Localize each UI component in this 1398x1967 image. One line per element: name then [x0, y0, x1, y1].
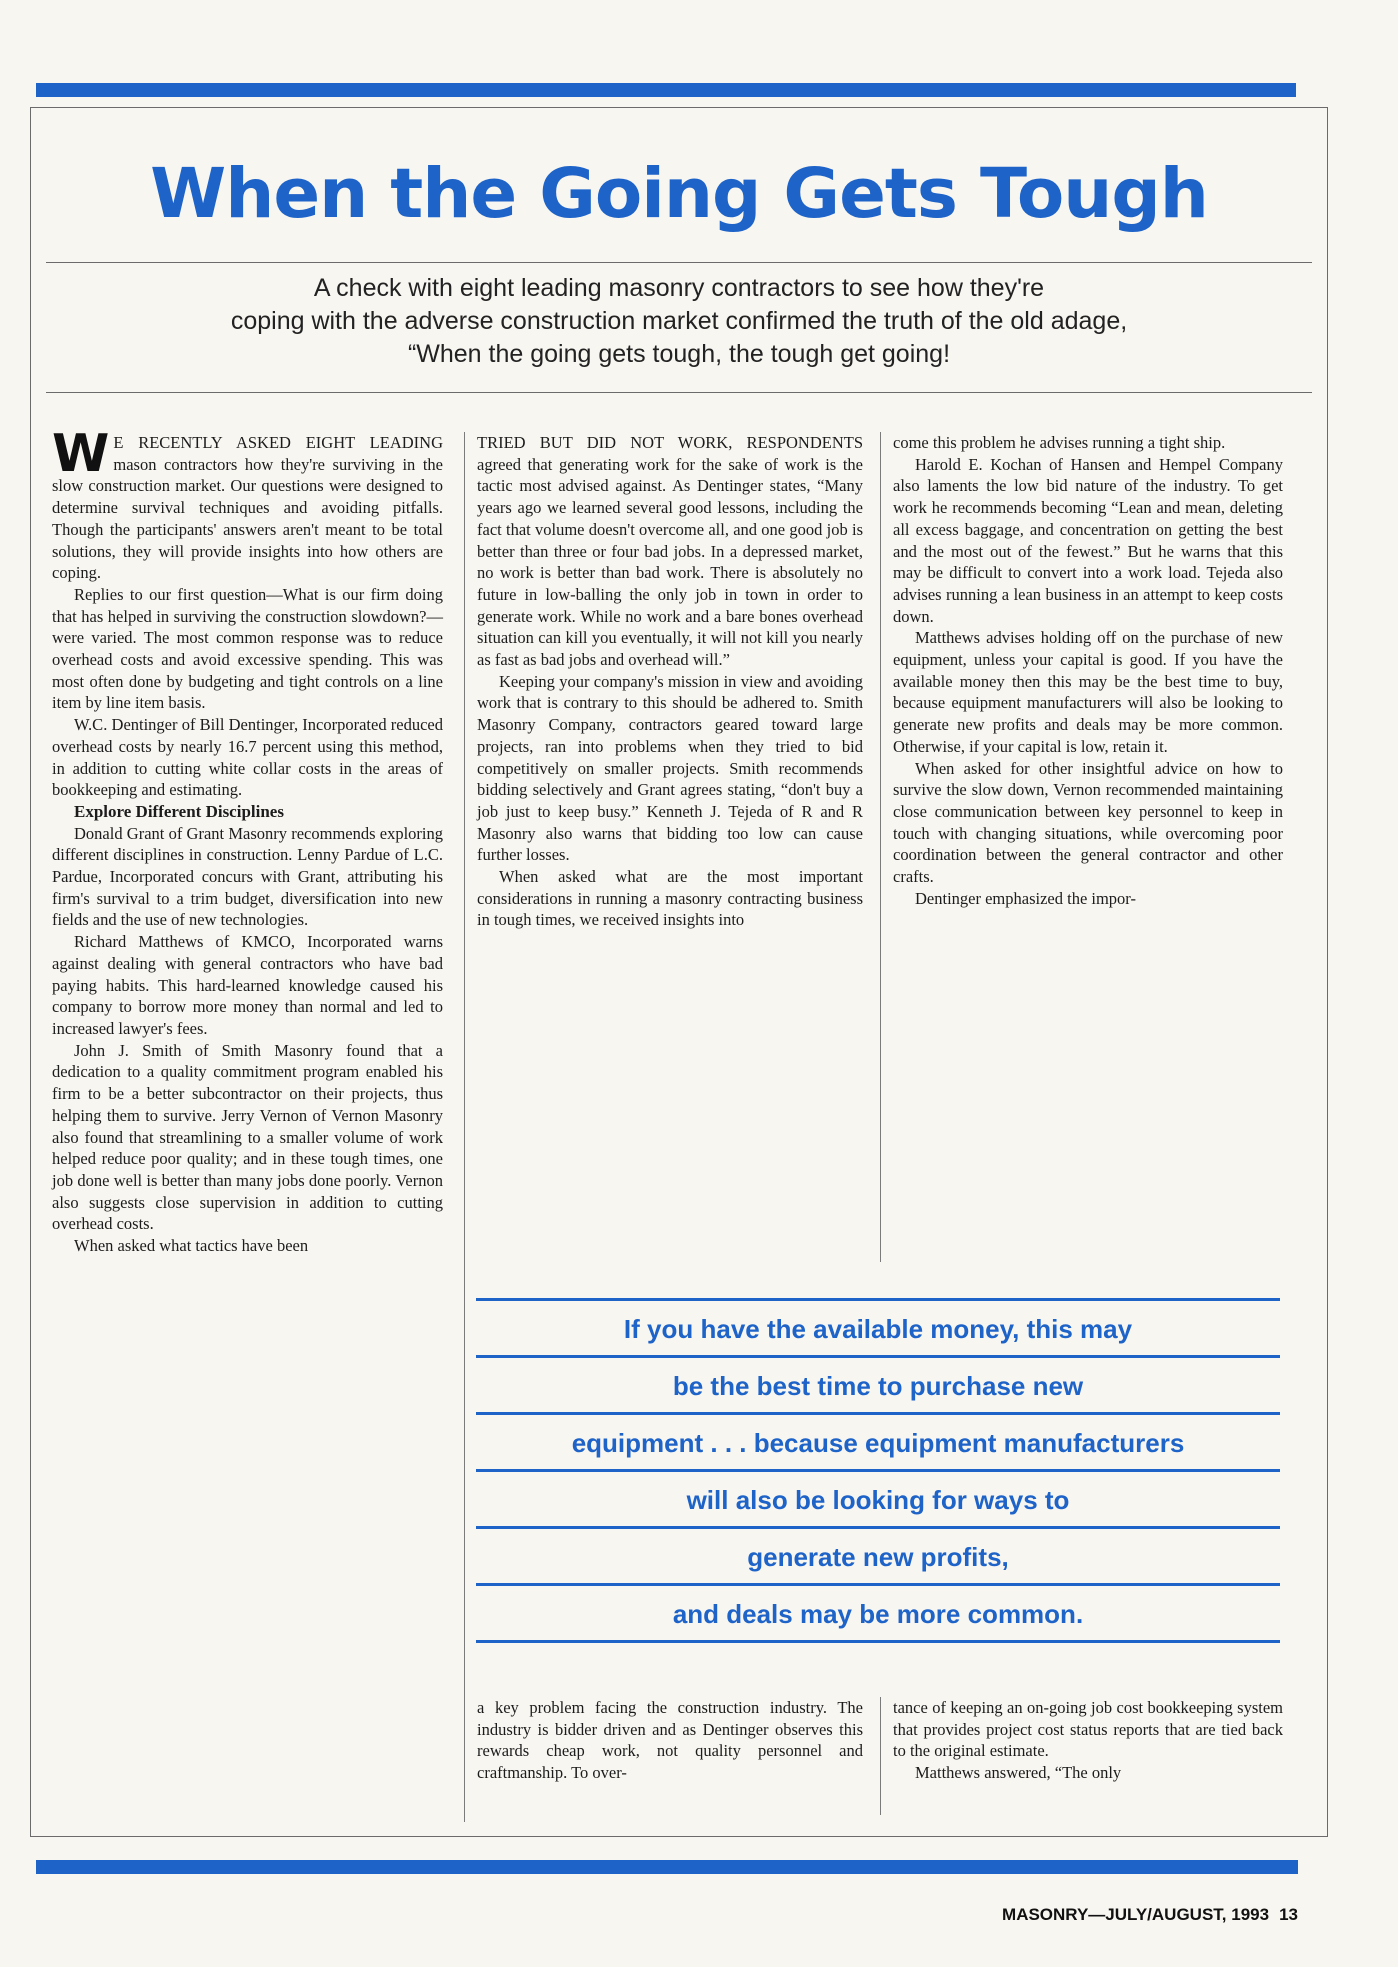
- column-2: [477, 432, 863, 931]
- title-rule: [46, 262, 1312, 263]
- body-paragraph: Replies to our first question—What is our firm doing that has helped in surviving the construction slowdown?—were varied. The most common response was to reduce overhead costs and avoid excessive spending. This was most often done by budgeting and tight controls on a line item by line item basis.: [52, 584, 443, 713]
- pull-quote-line: generate new profits,: [476, 1529, 1280, 1586]
- body-paragraph: Matthews answered, “The only: [915, 1763, 1122, 1783]
- deck-rule: [46, 392, 1312, 393]
- body-paragraph: Richard Matthews of KMCO, Incorporated warns against dealing with general contractors who have bad paying habits. This hard-learned knowledge caused his company to borrow more money than normal and led to increased lawyer's fees.: [52, 932, 443, 1038]
- body-paragraph: come this problem he advises running a tight ship.: [893, 433, 1226, 452]
- body-paragraph: tance of keeping an on-going job cost bookkeeping system that provides project cost status reports that are tied back to the original estimate.: [893, 1698, 1283, 1761]
- deck-line-2: coping with the adverse construction market confirmed the truth of the old adage,: [230, 307, 1128, 335]
- body-paragraph: John J. Smith of Smith Masonry found that a dedication to a quality commitment program enabled his firm to be a better subcontractor on their projects, thus helping them to survive. Jerry Vernon of Vernon Masonry also found that streamlining to a smaller volume of work helped reduce poor quality; and in these tough times, one job done well is better than many jobs done poorly. Vernon also suggests close supervision in addition to cutting overhead costs.: [52, 1040, 443, 1234]
- body-paragraph: When asked what tactics have been: [74, 1236, 309, 1256]
- body-paragraph: Dentinger emphasized the impor-: [915, 888, 1136, 908]
- pull-quote-line: equipment . . . because equipment manufacturers: [476, 1415, 1280, 1472]
- body-paragraph: Keeping your company's mission in view and avoiding work that is contrary to this should be adhered to. Smith Masonry Company, contractors geared toward large projects, ran into problems when they tried to bid competitively on smaller projects. Smith recommends bidding selectively and Grant agrees stating, “don't buy a job just to keep busy.” Kenneth J. Tejeda of R and R Masonry also warns that bidding too low can cause further losses.: [477, 671, 863, 865]
- deck-line-3: “When the going gets tough, the tough get going!: [407, 340, 951, 368]
- column-1: [52, 424, 443, 1257]
- top-accent-bar: [36, 83, 1296, 97]
- body-paragraph: When asked for other insightful advice on how to survive the slow down, Vernon recommended maintaining close communication between key personnel to keep in touch with changing situations, while overcoming poor coordination between the general contractor and other crafts.: [893, 758, 1283, 887]
- publication-line: MASONRY—JULY/AUGUST, 1993: [1002, 1905, 1270, 1924]
- body-paragraph: Harold E. Kochan of Hansen and Hempel Company also laments the low bid nature of the industry. To get work he recommends becoming “Lean and mean, deleting all excess baggage, and concentration on getting the best and the most out of the fewest.” But he warns that this may be difficult to convert into a work load. Tejeda also advises running a lean business in an attempt to keep costs down.: [893, 454, 1283, 626]
- section-subhead: Explore Different Disciplines: [74, 801, 284, 821]
- body-paragraph: W E RECENTLY asked eight leading mason contractors how they're surviving in the slow construction market. Our questions were designed to determine survival techniques and avoiding pitfalls. Though the participants' answers aren't meant to be total solutions, they will provide insights into how others are coping.: [52, 424, 443, 583]
- drop-cap: W: [52, 424, 110, 484]
- pull-quote-line: be the best time to purchase new: [476, 1358, 1280, 1415]
- pull-quote-line: and deals may be more common.: [476, 1586, 1280, 1643]
- column-divider: [880, 1697, 881, 1815]
- deck-line-1: A check with eight leading masonry contractors to see how they're: [313, 274, 1045, 302]
- page-number: 13: [1279, 1905, 1298, 1924]
- pull-quote: [476, 1298, 1280, 1643]
- column-3-continued: [893, 1697, 1283, 1784]
- body-paragraph: W.C. Dentinger of Bill Dentinger, Incorporated reduced overhead costs by nearly 16.7 percent using this method, in addition to cutting white collar costs in the areas of bookkeeping and estimating.: [52, 715, 443, 800]
- body-paragraph: When asked what are the most important considerations in running a masonry contracting business in tough times, we received insights into: [477, 867, 863, 930]
- column-divider: [880, 432, 881, 1262]
- pull-quote-line: will also be looking for ways to: [476, 1472, 1280, 1529]
- column-3: [893, 432, 1283, 909]
- body-paragraph: a key problem facing the construction industry. The industry is bidder driven and as Dentinger observes this rewards cheap work, not quality personnel and craftmanship. To over-: [477, 1698, 863, 1783]
- pull-quote-line: If you have the available money, this may: [476, 1301, 1280, 1358]
- body-paragraph: Matthews advises holding off on the purchase of new equipment, unless your capital is good. If you have the available money then this may be the best time to buy, because equipment manufacturers will also be looking to generate new profits and deals may be more common. Otherwise, if your capital is low, retain it.: [893, 628, 1283, 756]
- body-paragraph: Donald Grant of Grant Masonry recommends exploring different disciplines in construction. Lenny Pardue of L.C. Pardue, Incorporated concurs with Grant, attributing his firm's survival to a trim budget, diversification into new fields and the use of new technologies.: [52, 823, 443, 930]
- article-title: When the Going Gets Tough: [150, 154, 1208, 234]
- body-paragraph: TRIED BUT DID NOT WORK, RESPONDENTS agreed that generating work for the sake of work is the tactic most advised against. As Dentinger states, “Many years ago we learned several good lessons, including the fact that volume doesn't overcome all, and one good job is better than three or four bad jobs. In a depressed market, no work is better than bad work. There is absolutely no future in low-balling the only job in town in order to generate work. While no work and a bare bones overhead situation can kill you eventually, it will not kill you nearly as fast as bad jobs and overhead will.”: [477, 433, 863, 670]
- article-deck: [60, 272, 1298, 371]
- column-divider: [464, 432, 465, 1822]
- bottom-accent-bar: [36, 1860, 1298, 1874]
- page-footer: [1002, 1905, 1298, 1925]
- column-2-continued: [477, 1697, 863, 1784]
